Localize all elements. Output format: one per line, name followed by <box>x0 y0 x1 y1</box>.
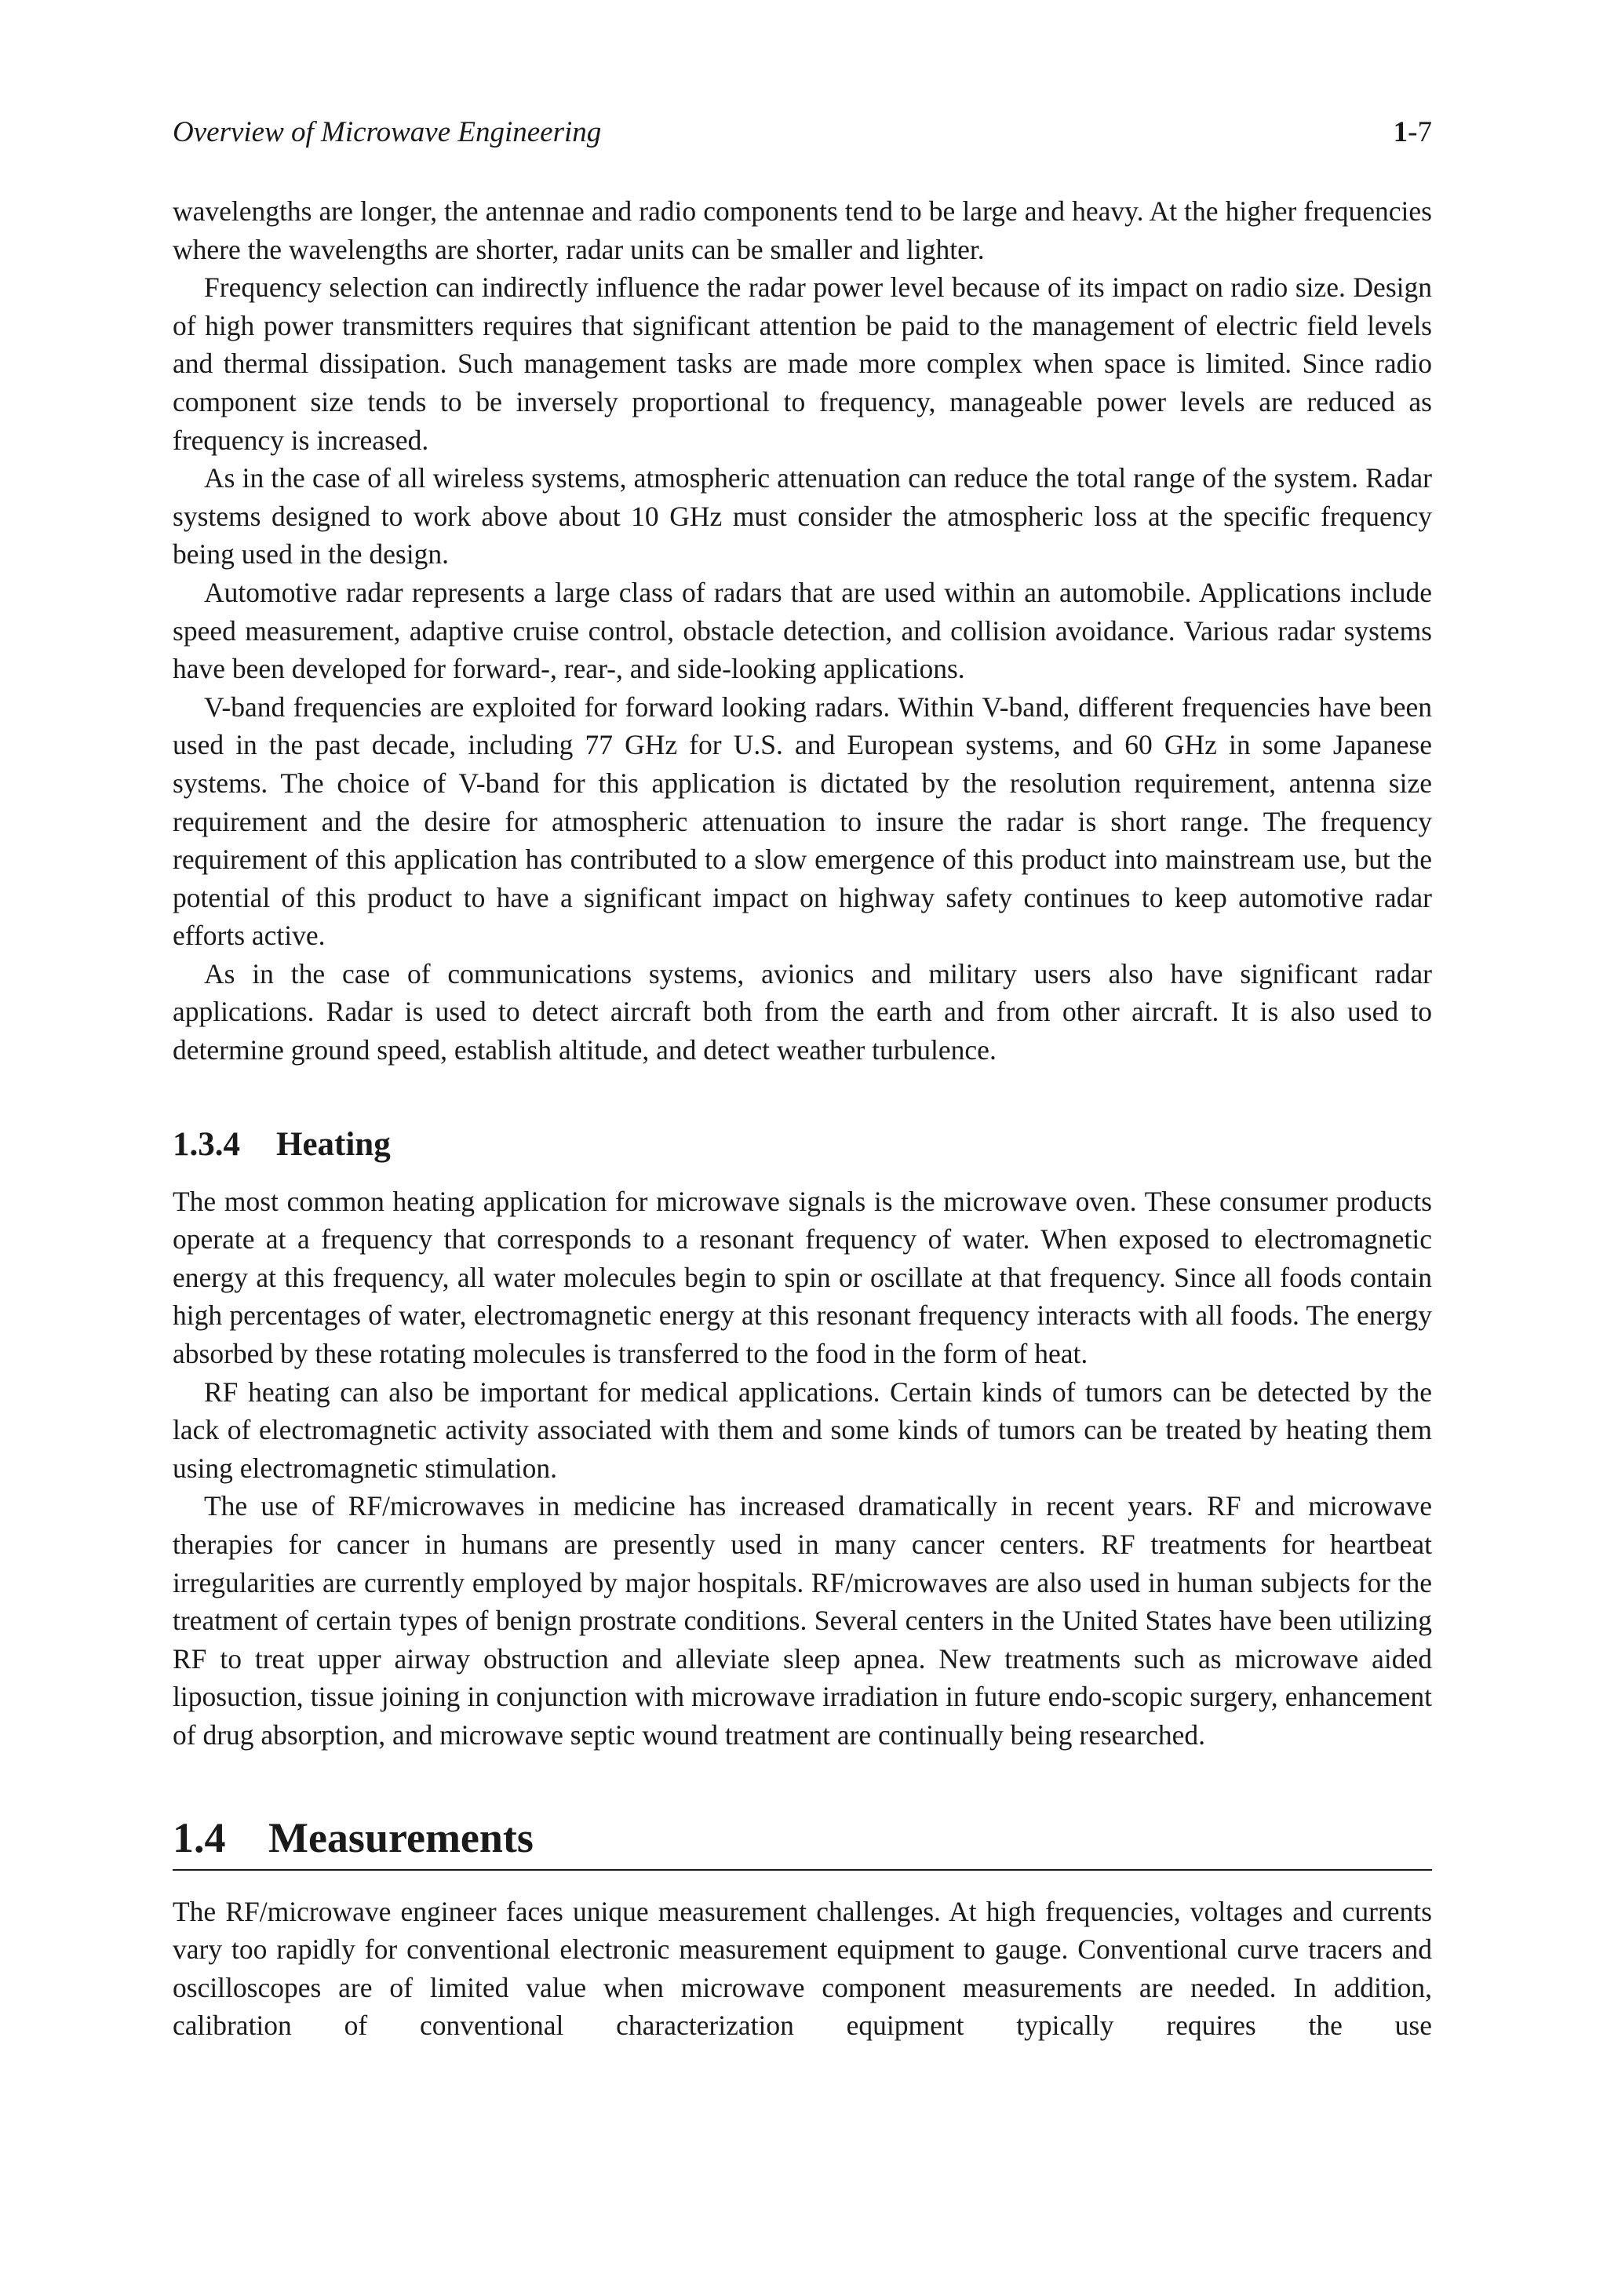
page <box>173 114 1432 2045</box>
section-title: Measurements <box>268 1813 534 1861</box>
paragraph: V-band frequencies are exploited for forward looking radars. Within V-band, different frequencies have been used in the past decade, including 77 GHz for U.S. and European systems, and 60 GHz in some Japanese systems. The choice of V-band for this application is dictated by the resolution requirement, antenna size requirement and the desire for atmospheric attenuation to insure the radar is short range. The frequency requirement of this application has contributed to a slow emergence of this product into mainstream use, but the potential of this product to have a significant impact on highway safety continues to keep automotive radar efforts active. <box>173 691 1432 952</box>
subsection-title: Heating <box>276 1125 391 1163</box>
subsection-number: 1.3.4 <box>173 1125 240 1163</box>
paragraph: wavelengths are longer, the antennae and radio components tend to be large and heavy. At the higher frequencies where the wavelengths are shorter, radar units can be smaller and lighter. <box>173 195 1432 265</box>
paragraph: Automotive radar represents a large class of radars that are used within an automobile. Applications include speed measurement, adaptive cruise control, obstacle detection, and collision avoidance. Various radar systems have been developed for forward-, rear-, and side-looking applications. <box>173 576 1432 685</box>
section-heading-measurements <box>173 1811 1432 1871</box>
section-number: 1.4 <box>173 1813 226 1861</box>
page-number <box>1394 114 1432 151</box>
paragraph: The most common heating application for microwave signals is the microwave oven. These consumer products operate at a frequency that corresponds to a resonant frequency of water. When exposed to electromagnetic energy at this frequency, all water molecules begin to spin or oscillate at that frequency. Since all foods contain high percentages of water, electromagnetic energy at this resonant frequency interacts with all foods. The energy absorbed by these rotating molecules is transferred to the food in the form of heat. <box>173 1185 1432 1370</box>
heating-section <box>173 1183 1432 1755</box>
page-number-chapter: 1 <box>1393 116 1408 148</box>
page-number-page: -7 <box>1408 116 1432 148</box>
paragraph: As in the case of all wireless systems, atmospheric attenuation can reduce the total range of the system. Radar systems designed to work above about 10 GHz must consider the atmospheric loss at the specific frequency being used in the design. <box>173 462 1432 570</box>
intro-section <box>173 192 1432 1070</box>
measurements-section <box>173 1893 1432 2045</box>
running-header <box>173 114 1432 151</box>
paragraph: RF heating can also be important for medical applications. Certain kinds of tumors can be detected by the lack of electromagnetic activity associated with them and some kinds of tumors can be treated by heating them using electromagnetic stimulation. <box>173 1376 1432 1484</box>
paragraph: The use of RF/microwaves in medicine has increased dramatically in recent years. RF and microwave therapies for cancer in humans are presently used in many cancer centers. RF treatments for heartbeat irregularities are currently employed by major hospitals. RF/microwaves are also used in human subjects for the treatment of certain types of benign prostrate conditions. Several centers in the United States have been utilizing RF to treat upper airway obstruction and alleviate sleep apnea. New treatments such as microwave aided liposuction, tissue joining in conjunction with microwave irradiation in future endo-scopic surgery, enhancement of drug absorption, and microwave septic wound treatment are continually being researched. <box>173 1490 1432 1751</box>
paragraph: As in the case of communications systems, avionics and military users also have significant radar applications. Radar is used to detect aircraft both from the earth and from other aircraft. It is also used to determine ground speed, establish altitude, and detect weather turbulence. <box>173 957 1432 1066</box>
running-title: Overview of Microwave Engineering <box>173 116 602 148</box>
paragraph: The RF/microwave engineer faces unique measurement challenges. At high frequencies, voltages and currents vary too rapidly for conventional electronic measurement equipment to gauge. Conventional curve tracers and oscilloscopes are of limited value when microwave component measurements are needed. In addition, calibration of conventional characterization equipment typically requires the use <box>173 1895 1432 2042</box>
subsection-heading-heating <box>173 1123 1432 1167</box>
paragraph: Frequency selection can indirectly influence the radar power level because of its impact on radio size. Design of high power transmitters requires that significant attention be paid to the management of electric field levels and thermal dissipation. Such management tasks are made more complex when space is limited. Since radio component size tends to be inversely proportional to frequency, manageable power levels are reduced as frequency is increased. <box>173 272 1432 456</box>
